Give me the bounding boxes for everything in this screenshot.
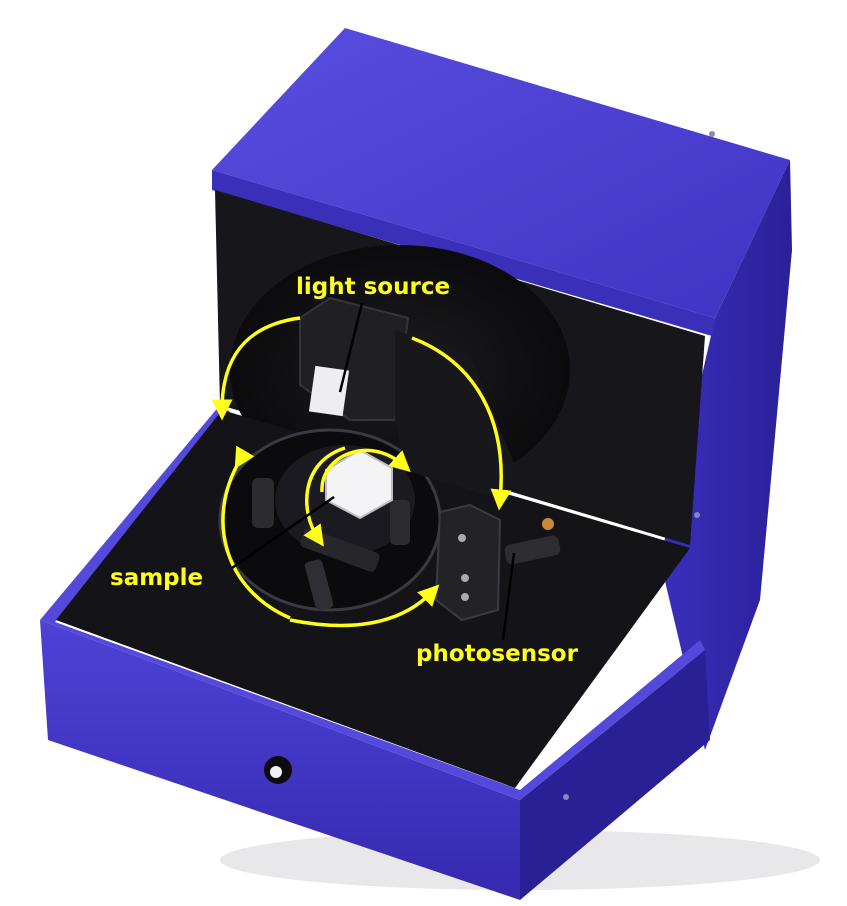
case-screw-b	[694, 512, 700, 518]
label-photosensor: photosensor	[416, 641, 578, 667]
screw-2	[461, 593, 469, 601]
screw-1	[461, 574, 469, 582]
post-left	[252, 478, 274, 528]
label-sample: sample	[110, 565, 204, 591]
label-light-source: light source	[296, 274, 451, 300]
photosensor-mount	[436, 505, 500, 620]
screw-3	[458, 534, 466, 542]
post-right	[390, 500, 410, 545]
case-screw-c	[563, 794, 569, 800]
photosensor-connector	[542, 518, 554, 530]
light-source-window	[309, 366, 349, 416]
case-screw-a	[709, 131, 715, 137]
front-knob-cap	[270, 766, 282, 778]
